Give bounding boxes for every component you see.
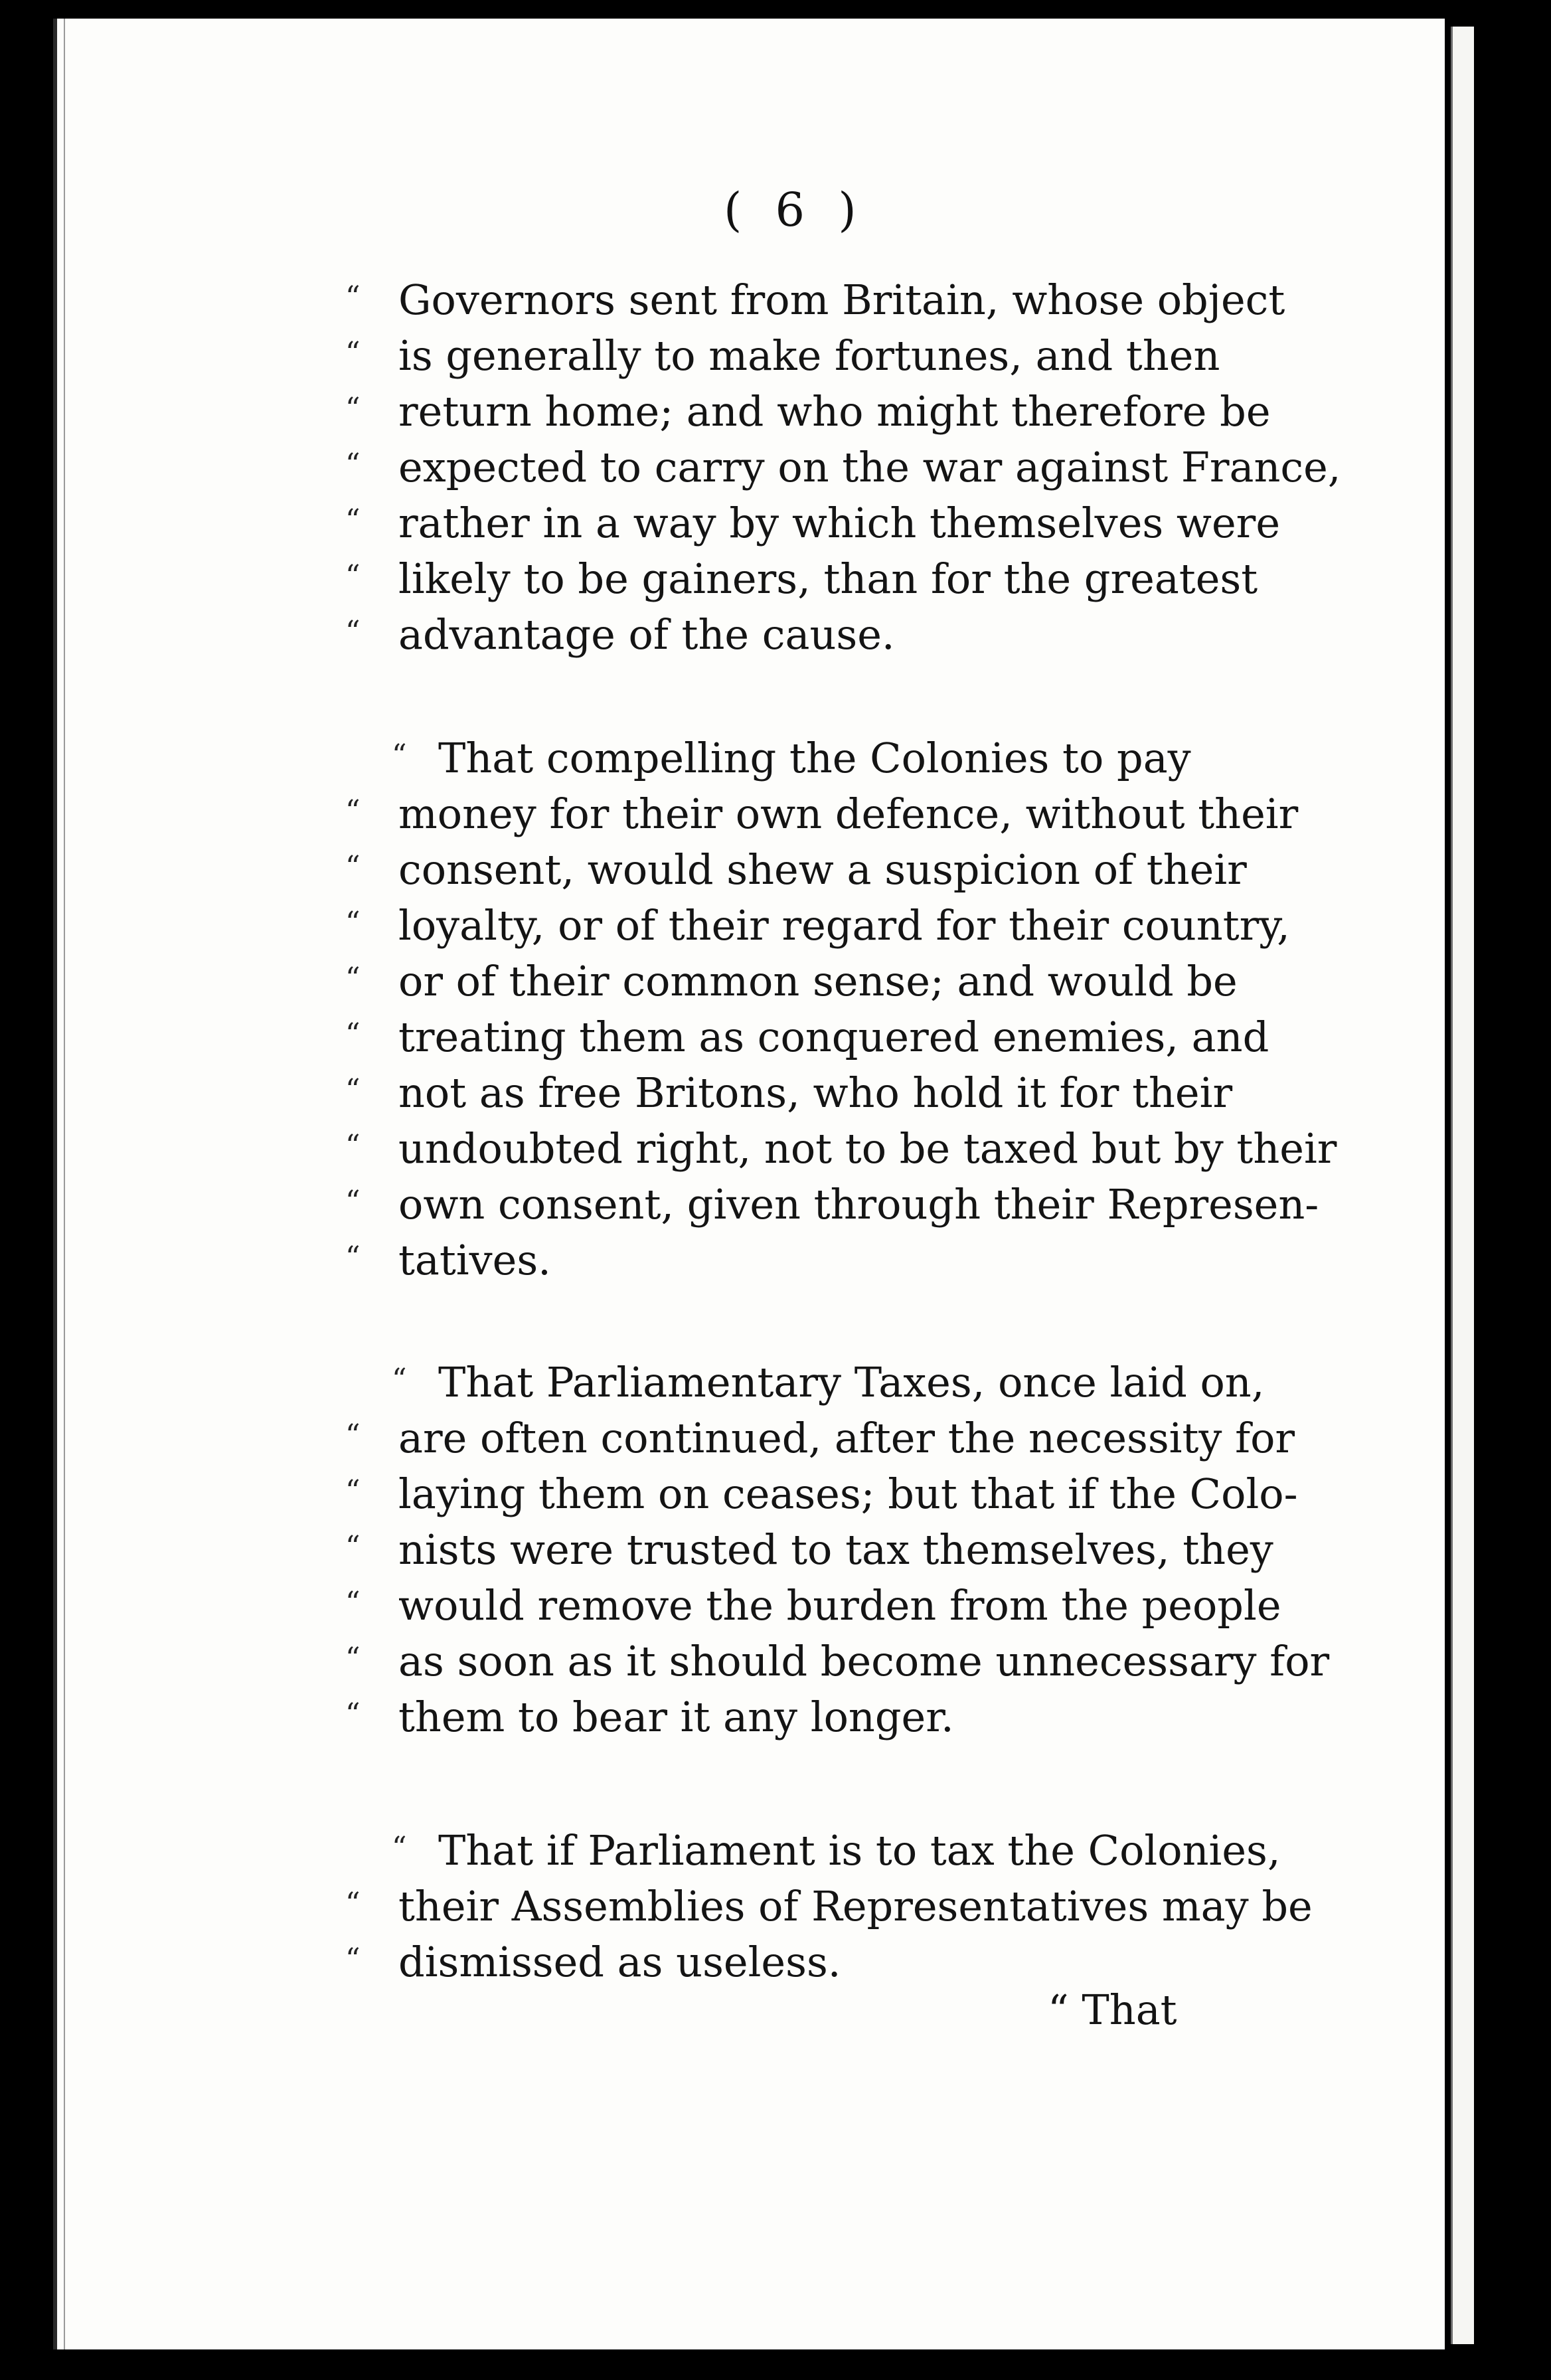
text-line: laying them on ceases; but that if the Colo- bbox=[398, 1470, 1298, 1518]
text-line: are often continued, after the necessity for bbox=[398, 1414, 1295, 1462]
text-line: treating them as conquered enemies, and bbox=[398, 1013, 1269, 1061]
quote-mark: “ bbox=[345, 906, 361, 940]
quote-mark: “ bbox=[345, 1017, 361, 1051]
text-line: would remove the burden from the people bbox=[398, 1581, 1281, 1630]
text-line: tatives. bbox=[398, 1236, 551, 1284]
text-line: expected to carry on the war against France, bbox=[398, 443, 1341, 491]
text-line: them to bear it any longer. bbox=[398, 1693, 954, 1741]
quote-mark: “ bbox=[345, 615, 361, 649]
text-line: money for their own defence, without their bbox=[398, 790, 1299, 838]
quote-mark: “ bbox=[345, 1642, 361, 1675]
text-line: That if Parliament is to tax the Colonies, bbox=[438, 1826, 1281, 1875]
catchword: “ That bbox=[1048, 1986, 1177, 2034]
text-line: undoubted right, not to be taxed but by their bbox=[398, 1124, 1337, 1173]
next-page-edge bbox=[1451, 27, 1474, 2344]
text-line: own consent, given through their Represen- bbox=[398, 1180, 1319, 1229]
quote-mark: “ bbox=[345, 448, 361, 481]
text-line: is generally to make fortunes, and then bbox=[398, 331, 1220, 380]
text-line: their Assemblies of Representatives may be bbox=[398, 1882, 1313, 1930]
quote-mark: “ bbox=[345, 336, 361, 370]
quote-mark: “ bbox=[345, 559, 361, 593]
quote-mark: “ bbox=[392, 1363, 407, 1397]
quote-mark: “ bbox=[345, 1474, 361, 1508]
text-line: consent, would shew a suspicion of their bbox=[398, 845, 1247, 894]
quote-mark: “ bbox=[345, 794, 361, 828]
text-line: That compelling the Colonies to pay bbox=[438, 734, 1191, 782]
quote-mark: “ bbox=[345, 503, 361, 537]
text-line: as soon as it should become unnecessary for bbox=[398, 1637, 1330, 1685]
quote-mark: “ bbox=[345, 1530, 361, 1564]
text-line: Governors sent from Britain, whose object bbox=[398, 276, 1285, 324]
quote-mark: “ bbox=[345, 1185, 361, 1219]
page-number: ( 6 ) bbox=[724, 183, 866, 237]
text-line: advantage of the cause. bbox=[398, 610, 895, 659]
text-line: not as free Britons, who hold it for their bbox=[398, 1068, 1233, 1117]
quote-mark: “ bbox=[345, 1418, 361, 1452]
quote-mark: “ bbox=[345, 392, 361, 426]
quote-mark: “ bbox=[345, 1586, 361, 1620]
quote-mark: “ bbox=[345, 280, 361, 314]
quote-mark: “ bbox=[345, 1073, 361, 1107]
quote-mark: “ bbox=[345, 1697, 361, 1731]
text-line: dismissed as useless. bbox=[398, 1938, 841, 1986]
quote-mark: “ bbox=[392, 1831, 407, 1865]
quote-mark: “ bbox=[345, 962, 361, 995]
text-line: likely to be gainers, than for the greatest bbox=[398, 554, 1258, 603]
text-line: loyalty, or of their regard for their country, bbox=[398, 901, 1290, 950]
quote-mark: “ bbox=[345, 1942, 361, 1976]
quote-mark: “ bbox=[345, 1129, 361, 1163]
quote-mark: “ bbox=[392, 738, 407, 772]
text-line: rather in a way by which themselves were bbox=[398, 499, 1281, 547]
quote-mark: “ bbox=[345, 850, 361, 884]
text-line: That Parliamentary Taxes, once laid on, bbox=[438, 1358, 1265, 1406]
text-line: return home; and who might therefore be bbox=[398, 387, 1271, 436]
text-line: or of their common sense; and would be bbox=[398, 957, 1238, 1005]
text-line: nists were trusted to tax themselves, they bbox=[398, 1525, 1273, 1574]
quote-mark: “ bbox=[345, 1240, 361, 1274]
quote-mark: “ bbox=[345, 1887, 361, 1920]
